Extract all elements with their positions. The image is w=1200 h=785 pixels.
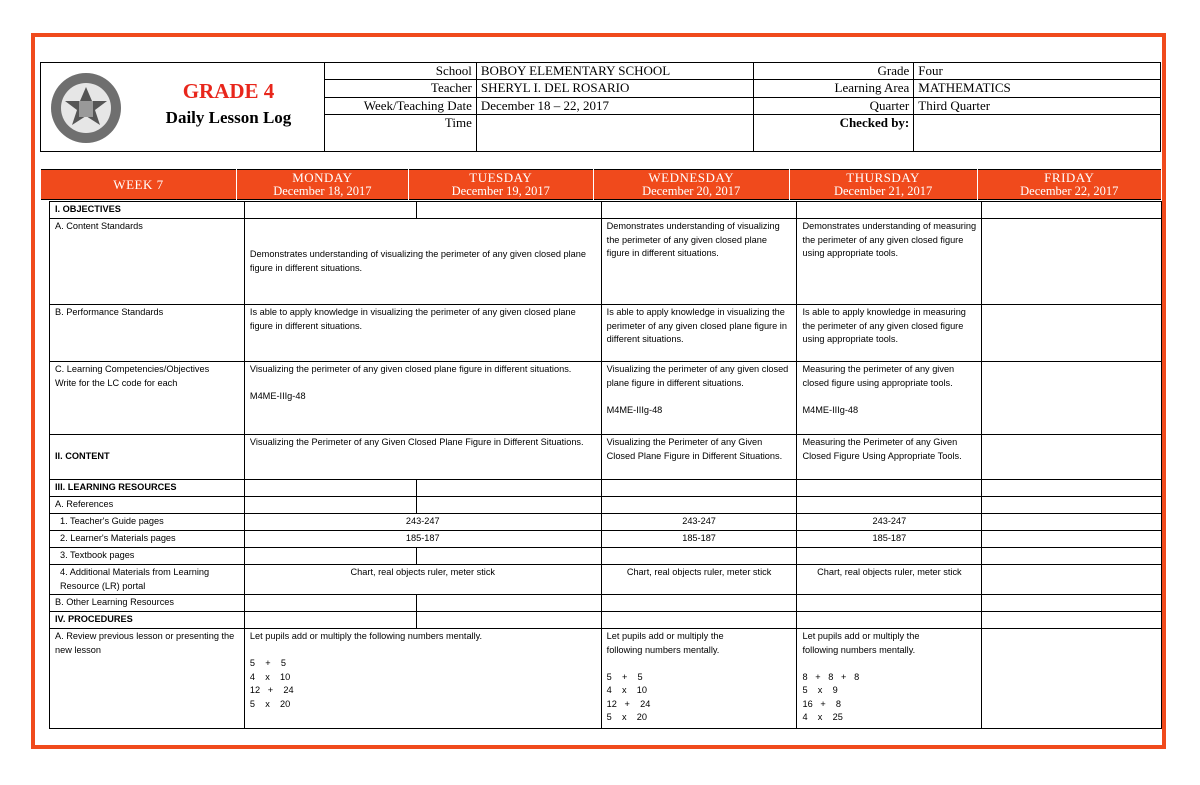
textbook-label: 3. Textbook pages — [50, 548, 245, 565]
deped-seal-icon — [49, 71, 123, 145]
info-table — [324, 62, 1161, 152]
week-label: Week/Teaching Date — [325, 97, 477, 114]
teachers-guide-thu: 243-247 — [797, 514, 982, 531]
day-tuesday: TUESDAY December 19, 2017 — [408, 170, 593, 200]
time-value — [476, 115, 754, 152]
learners-materials-thu: 185-187 — [797, 531, 982, 548]
content-standards-mon-tue: Demonstrates understanding of visualizing the perimeter of any given closed plane figure in different situations. — [244, 219, 601, 305]
content-thu: Measuring the Perimeter of any Given Closed Figure Using Appropriate Tools. — [797, 435, 982, 480]
performance-standards-label: B. Performance Standards — [50, 305, 245, 362]
teacher-value: SHERYL I. DEL ROSARIO — [476, 80, 754, 97]
teacher-label: Teacher — [325, 80, 477, 97]
school-value: BOBOY ELEMENTARY SCHOOL — [476, 63, 754, 80]
content-standards-thu: Demonstrates understanding of measuring the perimeter of any given closed figure using appropriate tools. — [797, 219, 982, 305]
week-number: WEEK 7 — [41, 170, 237, 200]
teachers-guide-mon-tue: 243-247 — [244, 514, 601, 531]
content-standards-wed: Demonstrates understanding of visualizing the perimeter of any given closed plane figure in different situations. — [601, 219, 797, 305]
content-standards-label: A. Content Standards — [50, 219, 245, 305]
quarter-value: Third Quarter — [914, 97, 1161, 114]
procedures-heading: IV. PROCEDURES — [50, 612, 245, 629]
week-value: December 18 – 22, 2017 — [476, 97, 754, 114]
day-header — [40, 169, 1161, 200]
checked-value — [914, 115, 1161, 152]
grade-value: Four — [914, 63, 1161, 80]
learners-materials-label: 2. Learner's Materials pages — [50, 531, 245, 548]
references-label: A. References — [50, 497, 245, 514]
learners-materials-mon-tue: 185-187 — [244, 531, 601, 548]
school-label: School — [325, 63, 477, 80]
competencies-thu: Measuring the perimeter of any given closed figure using appropriate tools. M4ME-IIIg-48 — [797, 362, 982, 435]
review-wed: Let pupils add or multiply the following numbers mentally. 5 + 5 4 x 10 12 + 24 5 x 20 — [601, 629, 797, 729]
performance-standards-mon-tue: Is able to apply knowledge in visualizing the perimeter of any given closed plane figure in different situations. — [244, 305, 601, 362]
resources-heading: III. LEARNING RESOURCES — [50, 480, 245, 497]
competencies-mon-tue: Visualizing the perimeter of any given closed plane figure in different situations. M4ME-IIIg-48 — [244, 362, 601, 435]
teachers-guide-wed: 243-247 — [601, 514, 797, 531]
day-friday: FRIDAY December 22, 2017 — [977, 170, 1161, 200]
content-wed: Visualizing the Perimeter of any Given Closed Plane Figure in Different Situations. — [601, 435, 797, 480]
learners-materials-wed: 185-187 — [601, 531, 797, 548]
content-mon-tue: Visualizing the Perimeter of any Given Closed Plane Figure in Different Situations. — [244, 435, 601, 480]
additional-materials-thu: Chart, real objects ruler, meter stick — [797, 565, 982, 595]
teachers-guide-label: 1. Teacher's Guide pages — [50, 514, 245, 531]
day-monday: MONDAY December 18, 2017 — [236, 170, 408, 200]
grade-title: GRADE 4 — [182, 79, 275, 103]
area-label: Learning Area — [754, 80, 914, 97]
grade-label: Grade — [754, 63, 914, 80]
other-resources-label: B. Other Learning Resources — [50, 595, 245, 612]
additional-materials-label: 4. Additional Materials from Learning Resource (LR) portal — [50, 565, 245, 595]
competencies-label: C. Learning Competencies/Objectives Write for the LC code for each — [50, 362, 245, 435]
log-subtitle: Daily Lesson Log — [165, 108, 292, 127]
performance-standards-wed: Is able to apply knowledge in visualizing the perimeter of any given closed plane figure in different situations. — [601, 305, 797, 362]
day-thursday: THURSDAY December 21, 2017 — [789, 170, 977, 200]
quarter-label: Quarter — [754, 97, 914, 114]
additional-materials-mon-tue: Chart, real objects ruler, meter stick — [244, 565, 601, 595]
lesson-table — [49, 201, 1162, 729]
day-wednesday: WEDNESDAY December 20, 2017 — [593, 170, 789, 200]
additional-materials-wed: Chart, real objects ruler, meter stick — [601, 565, 797, 595]
objectives-heading: I. OBJECTIVES — [50, 202, 245, 219]
review-thu: Let pupils add or multiply the following numbers mentally. 8 + 8 + 8 5 x 9 16 + 8 4 x 25 — [797, 629, 982, 729]
competencies-wed: Visualizing the perimeter of any given closed plane figure in different situations. M4ME-IIIg-48 — [601, 362, 797, 435]
review-mon-tue: Let pupils add or multiply the following numbers mentally. 5 + 5 4 x 10 12 + 24 5 x 20 — [244, 629, 601, 729]
checked-label: Checked by: — [754, 115, 914, 152]
review-label: A. Review previous lesson or presenting the new lesson — [50, 629, 245, 729]
content-heading: II. CONTENT — [50, 435, 245, 480]
performance-standards-thu: Is able to apply knowledge in measuring the perimeter of any given closed figure using appropriate tools. — [797, 305, 982, 362]
time-label: Time — [325, 115, 477, 152]
area-value: MATHEMATICS — [914, 80, 1161, 97]
